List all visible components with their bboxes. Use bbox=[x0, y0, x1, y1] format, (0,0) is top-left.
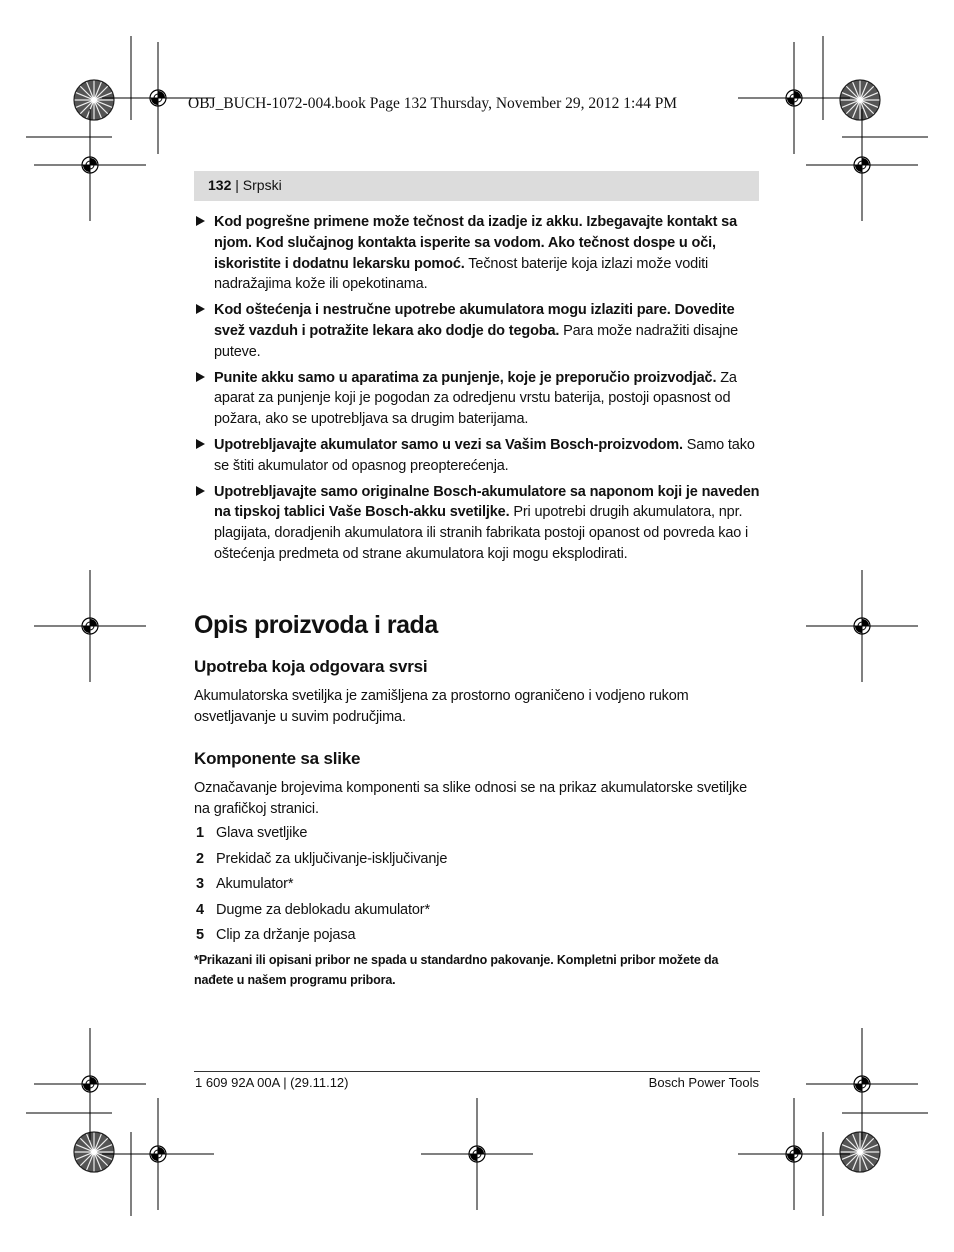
triangle-bullet-icon bbox=[196, 486, 205, 496]
list-item bbox=[196, 925, 447, 951]
safety-warnings-list bbox=[196, 212, 760, 570]
footer-doc-number: 1 609 92A 00A | (29.11.12) bbox=[195, 1075, 349, 1090]
footer-divider bbox=[194, 1071, 760, 1072]
triangle-bullet-icon bbox=[196, 372, 205, 382]
header-language: Srpski bbox=[242, 177, 282, 193]
warning-item bbox=[196, 482, 760, 565]
item-label: Prekidač za uključivanje-isključivanje bbox=[216, 850, 448, 867]
components-heading: Komponente sa slike bbox=[194, 749, 361, 768]
warning-text: Tečnost baterije koja izlazi može voditi nadražajima kože ili opekotinama. bbox=[214, 255, 709, 293]
warning-bold-text: Kod pogrešne primene može tečnost da izadje iz akku. Izbegavajte kontakt sa njom. Kod slučajnog kontakta isperite sa vodom. Ako tečnost dospe u oči, iskoristite i dodatnu lekarsku pomoć. bbox=[214, 214, 737, 272]
warning-text: Pri upotrebi drugih akumulatora, npr. plagijata, doradjenih akumulatora ili stranih fabrikata postoji opanost od povreda kao i oštećenja predmeta od strane akumulatora koji mogu eksplodirati. bbox=[214, 504, 749, 562]
item-label: Glava svetljike bbox=[216, 825, 308, 841]
list-item bbox=[196, 900, 447, 926]
triangle-bullet-icon bbox=[196, 216, 205, 226]
header-separator: | bbox=[231, 177, 243, 193]
components-intro: Označavanje brojevima komponenti sa slike odnosi se na prikaz akumulatorske svetiljke na grafičkoj stranici. bbox=[194, 780, 748, 817]
item-number: 5 bbox=[196, 927, 204, 943]
print-slug-line: OBJ_BUCH-1072-004.book Page 132 Thursday, November 29, 2012 1:44 PM bbox=[188, 95, 678, 112]
intended-use-heading: Upotreba koja odgovara svrsi bbox=[194, 657, 428, 676]
warning-item bbox=[196, 212, 760, 295]
item-number: 2 bbox=[196, 850, 204, 867]
warning-text: Za aparat za punjenje koji je pogodan za odredjenu vrstu baterija, postoji opasnost od požara, ako se upotrebljava sa drugim baterijama. bbox=[214, 369, 737, 428]
warning-bold-text: Kod oštećenja i nestručne upotrebe akumulatora mogu izlaziti pare. Dovedite svež vazduh i potražite lekara ako dodje do tegoba. bbox=[214, 302, 735, 339]
list-item bbox=[196, 823, 447, 849]
list-item bbox=[196, 849, 447, 875]
item-number: 3 bbox=[196, 876, 204, 892]
page-header bbox=[208, 177, 282, 193]
warning-text: Para može nadražiti disajne puteve. bbox=[214, 322, 739, 360]
accessories-footnote: *Prikazani ili opisani pribor ne spada u standardno pakovanje. Kompletni pribor možete da nađete u našem programu pribora. bbox=[194, 953, 719, 987]
section-title: Opis proizvoda i rada bbox=[194, 611, 438, 639]
warning-bold-text: Punite akku samo u aparatima za punjenje, koje je preporučio proizvodjač. bbox=[214, 369, 717, 386]
warning-text: Samo tako se štiti akumulator od opasnog preopterećenja. bbox=[214, 436, 755, 474]
item-label: Clip za držanje pojasa bbox=[216, 927, 356, 943]
footer-brand: Bosch Power Tools bbox=[648, 1075, 759, 1090]
warning-item bbox=[196, 300, 760, 362]
warning-item bbox=[196, 435, 760, 477]
item-number: 1 bbox=[196, 825, 204, 841]
components-list bbox=[196, 823, 447, 951]
intended-use-text: Akumulatorska svetiljka je zamišljena za prostorno ograničeno i vodjeno rukom osvetljavanje u suvim područjima. bbox=[194, 688, 689, 725]
warning-bold-text: Upotrebljavajte akumulator samo u vezi sa Vašim Bosch-proizvodom. bbox=[214, 436, 683, 453]
item-number: 4 bbox=[196, 901, 204, 918]
triangle-bullet-icon bbox=[196, 304, 205, 314]
list-item bbox=[196, 874, 447, 900]
warning-bold-text: Upotrebljavajte samo originalne Bosch-akumulatore sa naponom koji je naveden na tipskoj tablici Vaše Bosch-akku svetiljke. bbox=[214, 483, 760, 521]
item-label: Dugme za deblokadu akumulator* bbox=[216, 901, 430, 918]
warning-item bbox=[196, 368, 760, 430]
page-number: 132 bbox=[208, 177, 232, 193]
item-label: Akumulator* bbox=[216, 876, 294, 892]
triangle-bullet-icon bbox=[196, 439, 205, 449]
